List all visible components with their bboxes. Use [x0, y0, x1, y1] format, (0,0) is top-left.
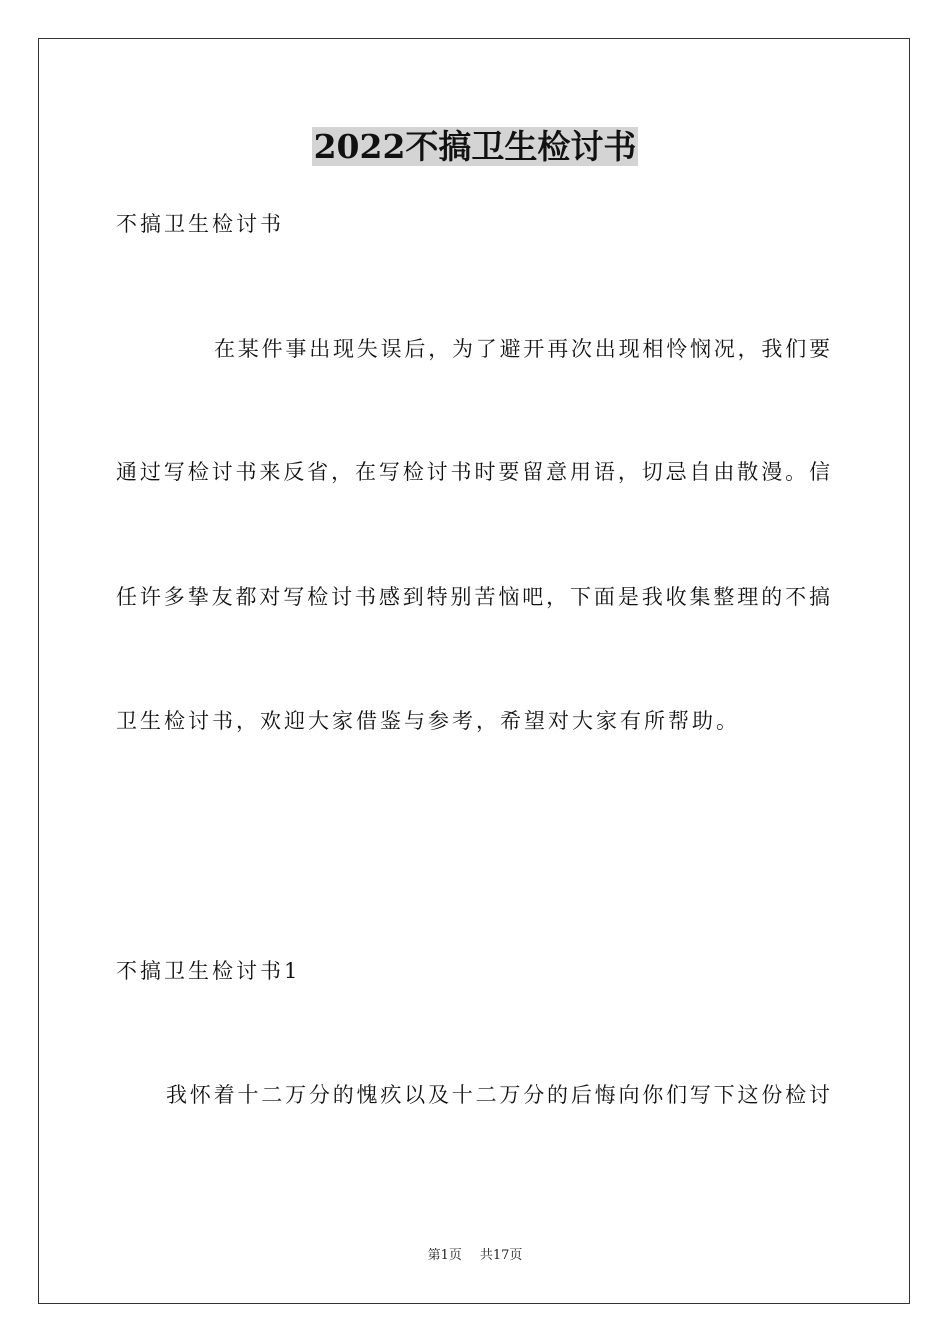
document-title	[0, 124, 950, 170]
intro-line: 卫生检讨书，欢迎大家借鉴与参考，希望对大家有所帮助。	[116, 709, 740, 733]
document-title-text: 2022不搞卫生检讨书	[313, 127, 637, 166]
page-footer	[0, 1246, 950, 1266]
page-number: 第1页	[427, 1248, 462, 1263]
intro-line: 任许多挚友都对写检讨书感到特别苦恼吧，下面是我收集整理的不搞	[116, 585, 830, 609]
intro-line: 通过写检讨书来反省，在写检讨书时要留意用语，切忌自由散漫。信	[116, 460, 830, 484]
page-total: 共17页	[479, 1248, 523, 1263]
intro-line: 在某件事出现失误后，为了避开再次出现相怜悯况，我们要	[214, 337, 830, 361]
document-subtitle: 不搞卫生检讨书	[116, 212, 284, 236]
section-heading: 不搞卫生检讨书1	[116, 959, 301, 983]
section-line: 我怀着十二万分的愧疚以及十二万分的后悔向你们写下这份检讨	[166, 1083, 830, 1107]
